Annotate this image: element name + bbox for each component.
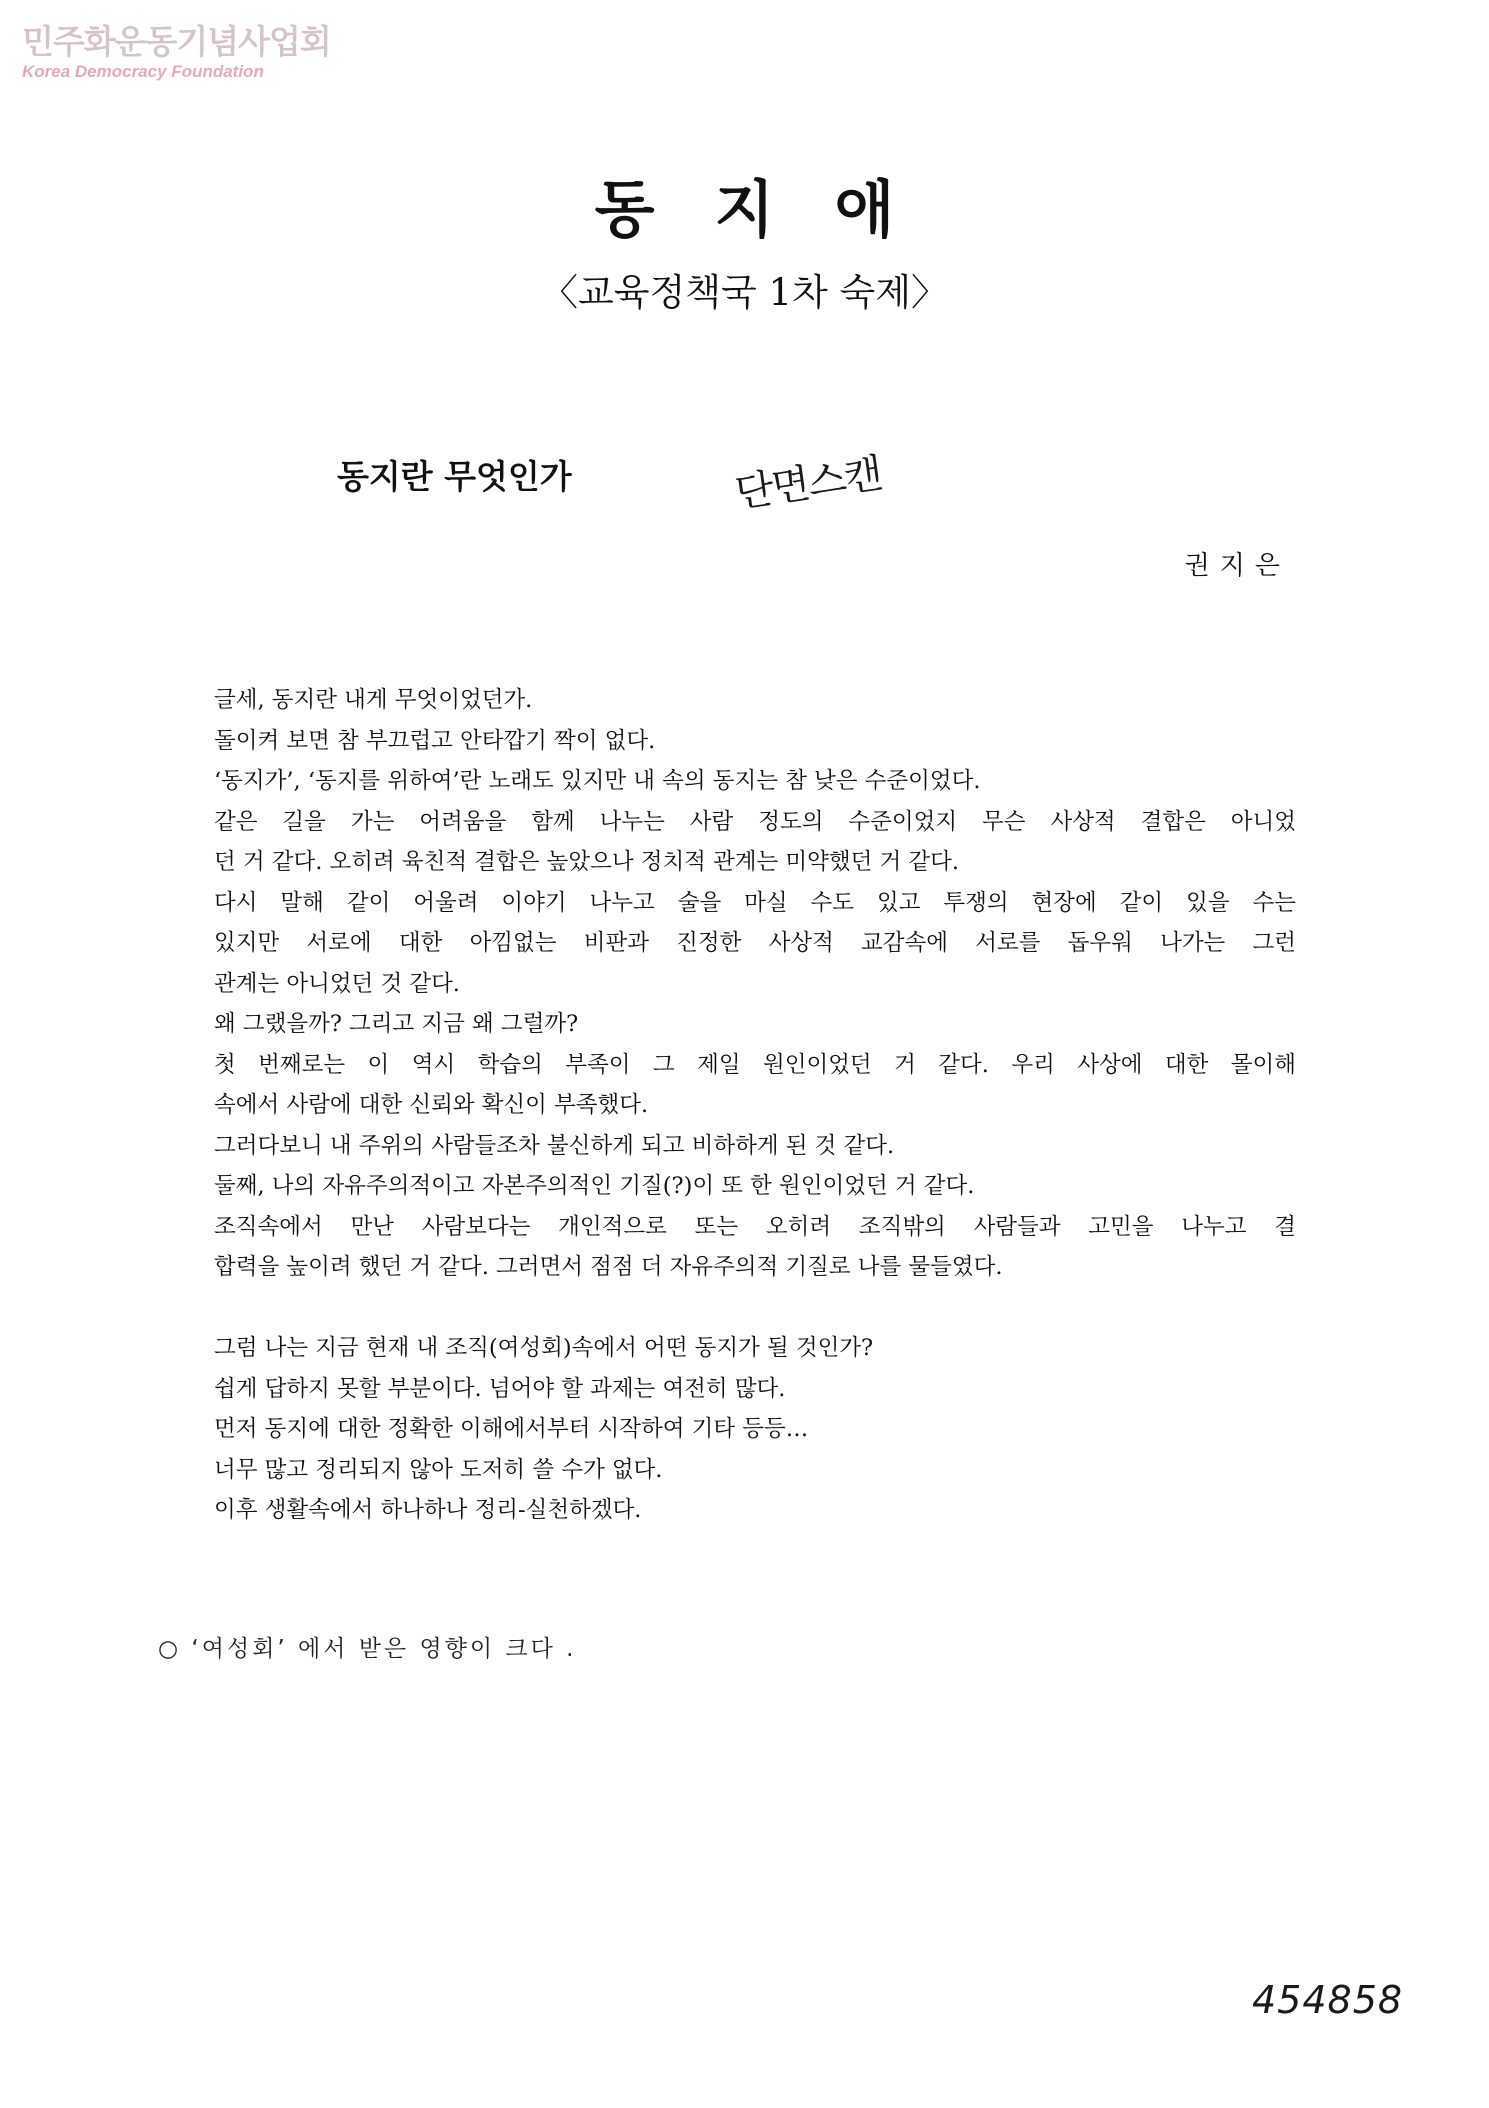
body-line: 던 거 같다. 오히려 육친적 결합은 높았으나 정치적 관계는 미약했던 거 같다. — [214, 849, 960, 875]
watermark-logo — [22, 22, 331, 82]
body-line: 먼저 동지에 대한 정확한 이해에서부터 시작하여 기타 등등… — [214, 1416, 809, 1442]
body-line: 너무 많고 정리되지 않아 도저히 쓸 수가 없다. — [214, 1456, 663, 1483]
body-line: 관계는 아니었던 것 같다. — [214, 970, 460, 997]
handwritten-scan-note: 단면스캔 — [732, 450, 884, 517]
handwritten-footnote: ○ ‘여성회’ 에서 받은 영향이 크다 . — [158, 1636, 577, 1662]
body-line: 이후 생활속에서 하나하나 정리-실천하겠다. — [214, 1497, 642, 1523]
page-subtitle: 〈교육정책국 1차 숙제〉 — [541, 271, 948, 314]
section-title: 동지란 무엇인가 — [337, 457, 572, 496]
body-line: 합력을 높이려 했던 거 같다. 그러면서 점점 더 자유주의적 기질로 나를 물들였다. — [214, 1254, 1003, 1280]
body-line: 글세, 동지란 내게 무엇이었던가. — [214, 687, 533, 713]
watermark-korean: 민주화운동기념사업회 — [22, 22, 331, 61]
body-line: 첫 번째로는 이 역시 학습의 부족이 그 제일 원인이었던 거 같다. 우리 사상에 대한 몰이해 — [214, 1051, 1296, 1078]
body-line: 돌이켜 보면 참 부끄럽고 안타깝기 짝이 없다. — [214, 727, 656, 754]
handwritten-document-number: 454858 — [1252, 1978, 1404, 2022]
body-line: 그러다보니 내 주위의 사람들조차 불신하게 되고 비하하게 된 것 같다. — [214, 1132, 895, 1159]
body-line: 그럼 나는 지금 현재 내 조직(여성회)속에서 어떤 동지가 될 것인가? — [214, 1335, 874, 1361]
body-line: 속에서 사람에 대한 신뢰와 확신이 부족했다. — [214, 1092, 649, 1118]
page-title: 동지애 — [594, 173, 955, 246]
watermark-english: Korea Democracy Foundation — [22, 62, 264, 81]
body-line: 있지만 서로에 대한 아낌없는 비판과 진정한 사상적 교감속에 서로를 돕우워 나가는 그런 — [214, 930, 1296, 956]
body-line: 왜 그랬을까? 그리고 지금 왜 그럴까? — [214, 1011, 579, 1037]
body-line: 둘째, 나의 자유주의적이고 자본주의적인 기질(?)이 또 한 원인이었던 거 같다. — [214, 1173, 975, 1199]
body-line: 쉽게 답하지 못할 부분이다. 넘어야 할 과제는 여전히 많다. — [214, 1375, 786, 1402]
essay-body — [214, 680, 1296, 1531]
paragraph-gap — [214, 1288, 1296, 1329]
body-line: 같은 길을 가는 어려움을 함께 나누는 사람 정도의 수준이었지 무슨 사상적 결합은 아니었 — [214, 808, 1296, 835]
author-name: 권지은 — [1184, 551, 1290, 581]
body-line: 다시 말해 같이 어울려 이야기 나누고 술을 마실 수도 있고 투쟁의 현장에 같이 있을 수는 — [214, 889, 1296, 916]
body-line: 조직속에서 만난 사람보다는 개인적으로 또는 오히려 조직밖의 사람들과 고민을 나누고 결 — [214, 1213, 1296, 1240]
body-line: ‘동지가’, ‘동지를 위하여’란 노래도 있지만 내 속의 동지는 참 낮은 수준이었다. — [214, 768, 981, 794]
